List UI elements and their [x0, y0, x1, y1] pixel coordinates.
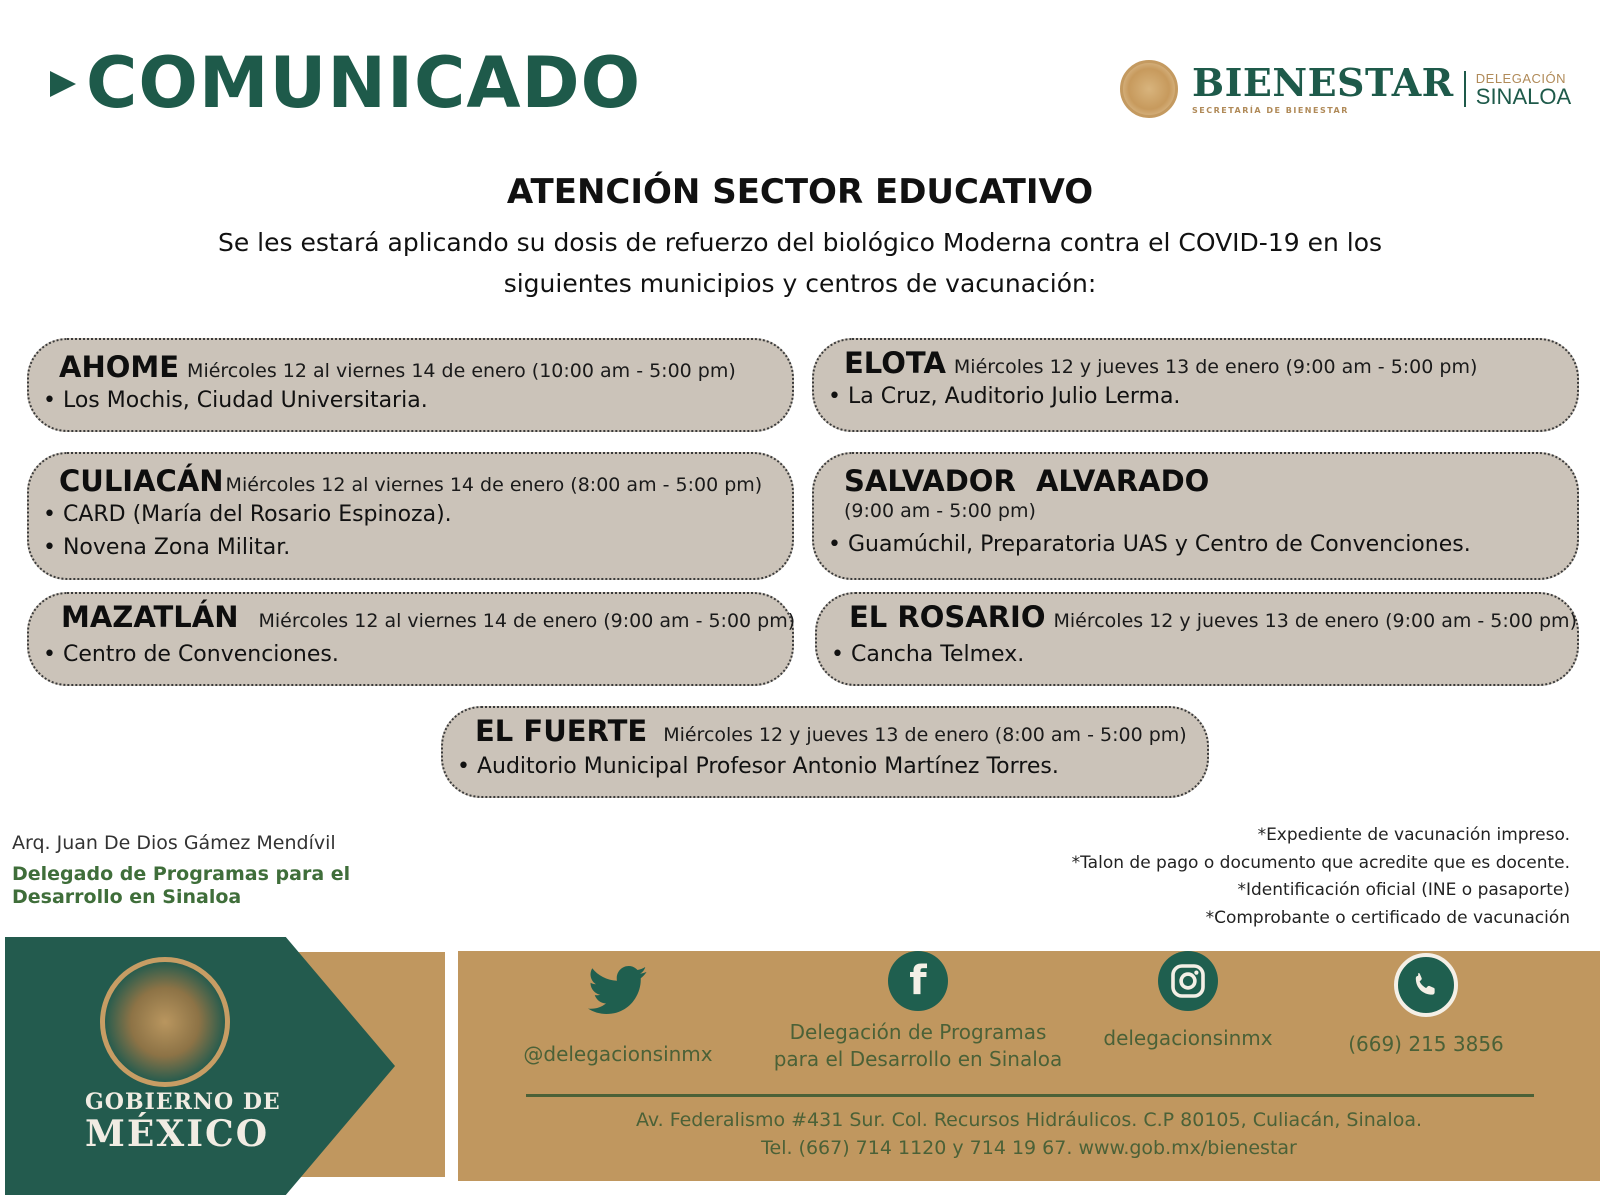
card-header: [844, 464, 1577, 498]
schedule: Miércoles 12 y jueves 13 de enero (9:00 am - 5:00 pm): [953, 356, 1478, 378]
brand-divider: [1464, 71, 1466, 107]
bienestar-wordmark: [1192, 59, 1454, 115]
municipality-name: EL FUERTE: [475, 714, 648, 748]
gobierno-line: GOBIERNO DE: [85, 1089, 281, 1115]
brand-name: BIENESTAR: [1192, 59, 1454, 105]
intro-line-2: siguientes municipios y centros de vacunación:: [503, 269, 1097, 298]
brand-subtitle: SECRETARÍA DE BIENESTAR: [1192, 105, 1349, 115]
schedule: Miércoles 12 al viernes 14 de enero (8:00 am - 5:00 pm): [225, 474, 763, 496]
address-line-2: Tel. (667) 714 1120 y 714 19 67. www.gob.mx/bienestar: [761, 1137, 1297, 1159]
delegation-label: [1476, 71, 1571, 108]
page-title: COMUNICADO: [86, 42, 642, 124]
schedule: (9:00 am - 5:00 pm): [844, 500, 1036, 522]
requirement-item: *Talon de pago o documento que acredite que es docente.: [1071, 852, 1570, 873]
vaccination-site: • Los Mochis, Ciudad Universitaria.: [43, 388, 428, 413]
requirement-item: *Identificación oficial (INE o pasaporte): [1237, 880, 1570, 900]
vaccination-site: • La Cruz, Auditorio Julio Lerma.: [828, 384, 1181, 409]
instagram-camera-glyph: [1170, 963, 1206, 999]
vaccination-site: • CARD (María del Rosario Espinoza).: [43, 502, 452, 527]
card-header: [61, 600, 796, 634]
card-header: [849, 600, 1577, 634]
national-seal-icon: [1120, 60, 1178, 118]
card-header: [59, 350, 792, 384]
twitter-bird-glyph: [588, 966, 648, 1016]
requirement-item: *Expediente de vacunación impreso.: [1257, 825, 1570, 845]
office-address: [458, 1106, 1600, 1162]
requirements-list: [1072, 822, 1570, 932]
whatsapp-number: (669) 215 3856: [1348, 1032, 1504, 1056]
location-card-culiacan: [27, 452, 794, 580]
delegation-top: DELEGACIÓN: [1475, 70, 1567, 86]
municipality-name: EL ROSARIO: [849, 600, 1046, 634]
instagram-contact[interactable]: [1078, 951, 1298, 1052]
phone-glyph: [1409, 968, 1443, 1002]
municipality-name: SALVADOR ALVARADO: [844, 464, 1210, 498]
schedule: Miércoles 12 y jueves 13 de enero (8:00 am - 5:00 pm): [663, 724, 1187, 746]
location-card-elota: [812, 338, 1579, 432]
instagram-handle: delegacionsinmx: [1103, 1026, 1273, 1050]
delegate-name: Arq. Juan De Dios Gámez Mendívil: [12, 832, 336, 854]
municipality-name: AHOME: [59, 350, 180, 384]
mexico-coat-of-arms-icon: [100, 957, 230, 1087]
municipality-name: MAZATLÁN: [61, 600, 239, 634]
location-card-el-fuerte: [441, 706, 1209, 798]
arrow-icon: [50, 71, 76, 97]
facebook-page-line-1: Delegación de Programas: [789, 1020, 1047, 1044]
intro-line-1: Se les estará aplicando su dosis de refuerzo del biológico Moderna contra el COVID-19 en los: [217, 228, 1383, 257]
vaccination-site: • Guamúchil, Preparatoria UAS y Centro de Convenciones.: [828, 532, 1471, 557]
card-header: [59, 464, 792, 498]
facebook-page-line-2: para el Desarrollo en Sinaloa: [773, 1047, 1063, 1071]
gobierno-de-mexico-logo: [5, 937, 435, 1195]
delegation-bottom: SINALOA: [1475, 83, 1572, 109]
schedule: Miércoles 12 al viernes 14 de enero (10:00 am - 5:00 pm): [187, 360, 736, 382]
instagram-icon: [1158, 951, 1218, 1011]
contact-panel: [458, 951, 1600, 1181]
location-card-el-rosario: [815, 592, 1579, 686]
twitter-handle: @delegacionsinmx: [523, 1042, 713, 1066]
requirement-item: *Comprobante o certificado de vacunación: [1205, 907, 1570, 928]
schedule: Miércoles 12 al viernes 14 de enero (9:00 am - 5:00 pm): [258, 610, 796, 632]
location-card-ahome: [27, 338, 794, 432]
location-card-mazatlan: [27, 592, 794, 686]
bienestar-logo: [1120, 60, 1571, 118]
vaccination-site: • Centro de Convenciones.: [43, 642, 339, 667]
municipality-name: CULIACÁN: [59, 464, 224, 498]
address-line-1: Av. Federalismo #431 Sur. Col. Recursos Hidráulicos. C.P 80105, Culiacán, Sinaloa.: [635, 1109, 1423, 1131]
divider: [526, 1094, 1534, 1097]
whatsapp-icon: [1394, 953, 1458, 1017]
card-header: [844, 346, 1577, 380]
vaccination-site: • Auditorio Municipal Profesor Antonio Martínez Torres.: [457, 754, 1059, 779]
location-card-salvador-alvarado: [812, 452, 1579, 580]
card-header: [475, 714, 1207, 748]
vaccination-site: • Novena Zona Militar.: [43, 535, 291, 560]
vaccination-site: • Cancha Telmex.: [831, 642, 1025, 667]
whatsapp-contact[interactable]: [1316, 953, 1536, 1058]
notice-intro: [150, 222, 1450, 304]
delegate-role: Delegado de Programas para el Desarrollo en Sinaloa: [12, 863, 351, 908]
mexico-line: MÉXICO: [85, 1113, 270, 1155]
schedule: Miércoles 12 y jueves 13 de enero (9:00 am - 5:00 pm): [1053, 610, 1577, 632]
twitter-contact[interactable]: [508, 961, 728, 1068]
twitter-icon: [588, 961, 648, 1021]
signature-block: [12, 832, 362, 909]
comunicado-header: [50, 42, 642, 124]
notice-heading: ATENCIÓN SECTOR EDUCATIVO: [506, 172, 1094, 212]
municipality-name: ELOTA: [844, 346, 946, 380]
facebook-contact[interactable]: [748, 951, 1088, 1073]
facebook-icon: f: [888, 951, 948, 1011]
